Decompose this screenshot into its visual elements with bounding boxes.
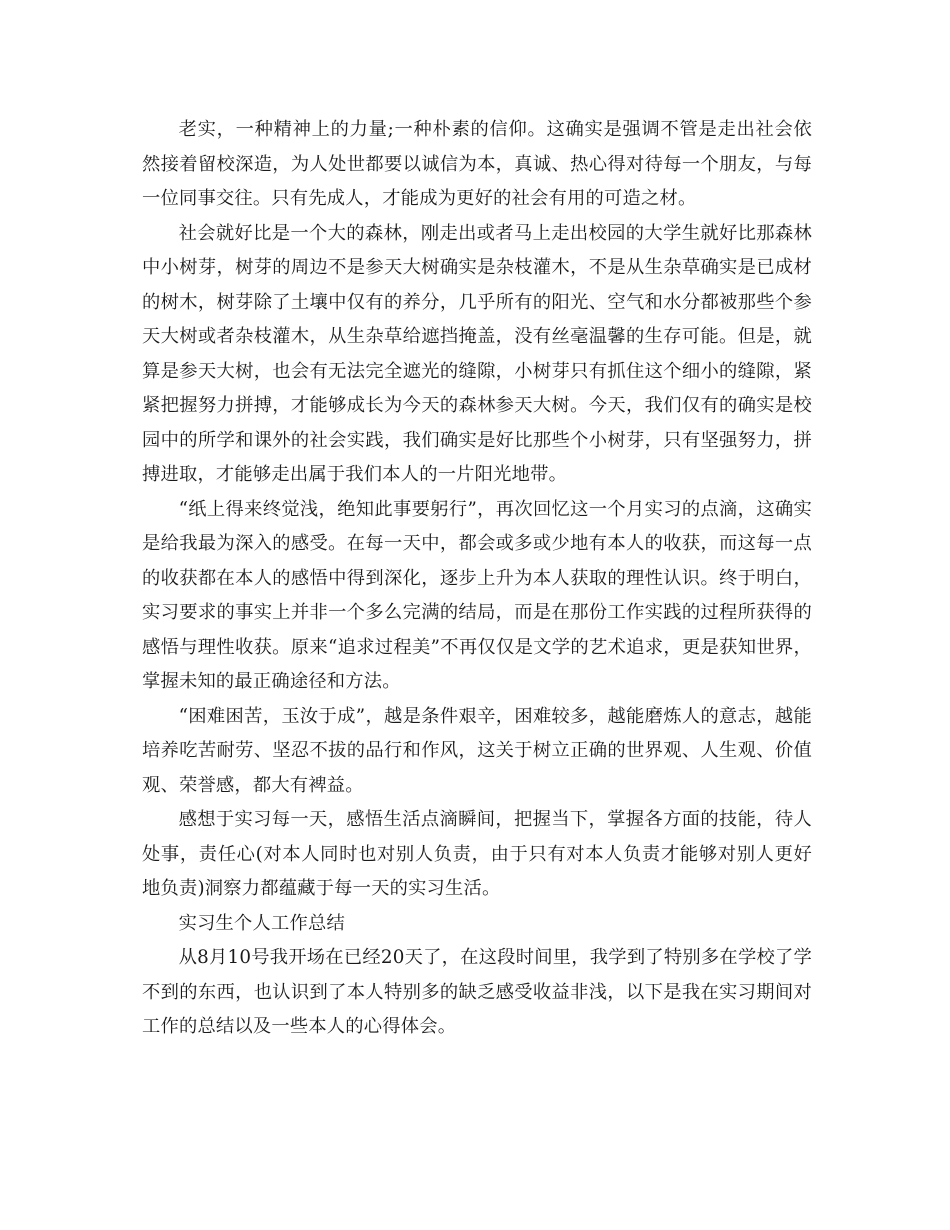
- document-body: [142, 113, 812, 1045]
- paragraph-forest-metaphor: 社会就好比是一个大的森林，刚走出或者马上走出校园的大学生就好比那森林中小树芽，树芽的周边不是参天大树确实是杂枝灌木，不是从生杂草确实是已成材的树木，树芽除了土壤中仅有的养分，几乎所有的阳光、空气和水分都被那些个参天大树或者杂枝灌木，从生杂草给遮挡掩盖，没有丝毫温馨的生存可能。但是，就算是参天大树，也会有无法完全遮光的缝隙，小树芽只有抓住这个细小的缝隙，紧紧把握努力拼搏，才能够成长为今天的森林参天大树。今天，我们仅有的确实是校园中的所学和课外的社会实践，我们确实是好比那些个小树芽，只有坚强努力，拼搏进取，才能够走出属于我们本人的一片阳光地带。: [142, 222, 812, 485]
- paragraph-daily-reflection: 感想于实习每一天，感悟生活点滴瞬间，把握当下，掌握各方面的技能，待人处事，责任心(对本人同时也对别人负责，由于只有对本人负责才能够对别人更好地负责)洞察力都蕴藏于每一天的实习生活。: [142, 809, 812, 899]
- section-heading: 实习生个人工作总结: [178, 912, 345, 934]
- paragraph-practice-insight: “纸上得来终觉浅，绝知此事要躬行”，再次回忆这一个月实习的点滴，这确实是给我最为深入的感受。在每一天中，都会或多或少地有本人的收获，而这每一点的收获都在本人的感悟中得到深化，逐步上升为本人获取的理性认识。终于明白，实习要求的事实上并非一个多么完满的结局，而是在那份工作实践的过程所获得的感悟与理性收获。原来“追求过程美”不再仅仅是文学的艺术追求，更是获知世界，掌握未知的最正确途径和方法。: [142, 498, 812, 692]
- paragraph-hardship: “困难困苦，玉汝于成”，越是条件艰辛，困难较多，越能磨炼人的意志，越能培养吃苦耐劳、坚忍不拔的品行和作风，这关于树立正确的世界观、人生观、价值观、荣誉感，都大有裨益。: [142, 705, 812, 796]
- paragraph-summary-intro: 从8月10号我开场在已经20天了，在这段时间里，我学到了特别多在学校了学不到的东西，也认识到了本人特别多的缺乏感受收益非浅，以下是我在实习期间对工作的总结以及一些本人的心得体会。: [142, 947, 812, 1037]
- paragraph-honesty: 老实，一种精神上的力量;一种朴素的信仰。这确实是强调不管是走出社会依然接着留校深造，为人处世都要以诚信为本，真诚、热心得对待每一个朋友，与每一位同事交往。只有先成人，才能成为更好的社会有用的可造之材。: [142, 119, 812, 209]
